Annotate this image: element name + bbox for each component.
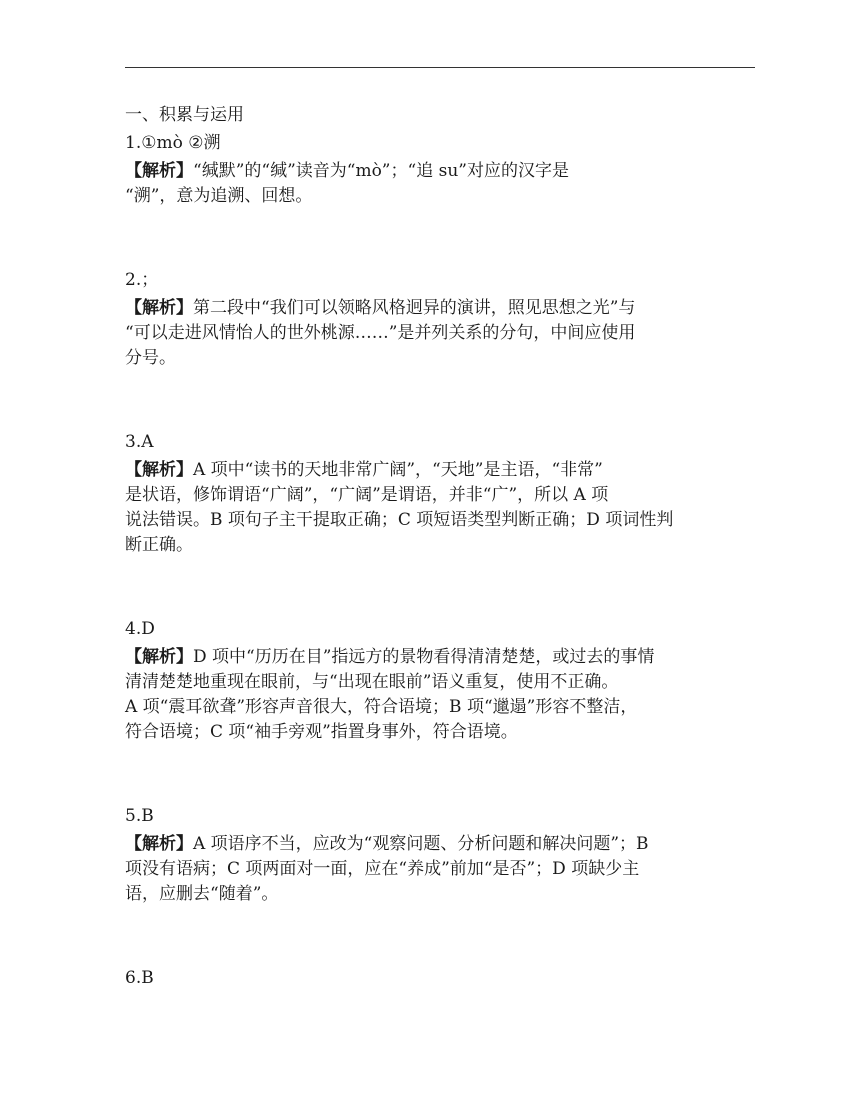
analysis-line: 清清楚楚地重现在眼前，与“出现在眼前”语义重复，使用不正确。 [125,672,619,692]
analysis-line: 符合语境；C 项“袖手旁观”指置身事外，符合语境。 [125,722,518,742]
question-5-analysis [125,832,760,907]
question-6-answer: 6.B [125,968,154,988]
analysis-line: 分号。 [125,348,176,368]
analysis-line: “缄默”的“缄”读音为“mò”；“追 su”对应的汉字是 [193,161,569,181]
analysis-line: “可以走进风情怡人的世外桃源……”是并列关系的分句，中间应使用 [125,323,636,343]
answer-content [125,103,760,991]
question-5-answer: 5.B [125,806,154,826]
question-1-answer: 1.①mò ②溯 [125,133,221,153]
analysis-line: A 项“震耳欲聋”形容声音很大，符合语境；B 项“邋遢”形容不整洁， [125,697,638,717]
analysis-line: A 项中“读书的天地非常广阔”，“天地”是主语，“非常” [193,460,603,480]
analysis-line: 说法错误。B 项句子主干提取正确；C 项短语类型判断正确；D 项词性判 [125,510,674,530]
question-1-analysis [125,159,760,209]
analysis-line: D 项中“历历在目”指远方的景物看得清清楚楚，或过去的事情 [193,647,655,667]
analysis-tag: 【解析】 [125,834,193,854]
analysis-line: 第二段中“我们可以领略风格迥异的演讲，照见思想之光”与 [193,298,636,318]
analysis-line: 断正确。 [125,535,193,555]
question-2-analysis [125,296,760,371]
analysis-tag: 【解析】 [125,161,193,181]
analysis-line: A 项语序不当，应改为“观察问题、分析问题和解决问题”；B [193,834,649,854]
analysis-line: 语，应删去“随着”。 [125,884,279,904]
analysis-tag: 【解析】 [125,460,193,480]
analysis-tag: 【解析】 [125,647,193,667]
analysis-line: 是状语，修饰谓语“广阔”，“广阔”是谓语，并非“广”，所以 A 项 [125,485,609,505]
header-rule [125,67,755,68]
analysis-tag: 【解析】 [125,298,193,318]
question-2-answer: 2.； [125,270,159,290]
section-title: 一、积累与运用 [125,105,244,125]
question-4-analysis [125,645,760,745]
question-3-answer: 3.A [125,432,154,452]
analysis-line: 项没有语病；C 项两面对一面，应在“养成”前加“是否”；D 项缺少主 [125,859,640,879]
question-4-answer: 4.D [125,619,155,639]
question-3-analysis [125,458,760,558]
analysis-line: “溯”，意为追溯、回想。 [125,186,313,206]
